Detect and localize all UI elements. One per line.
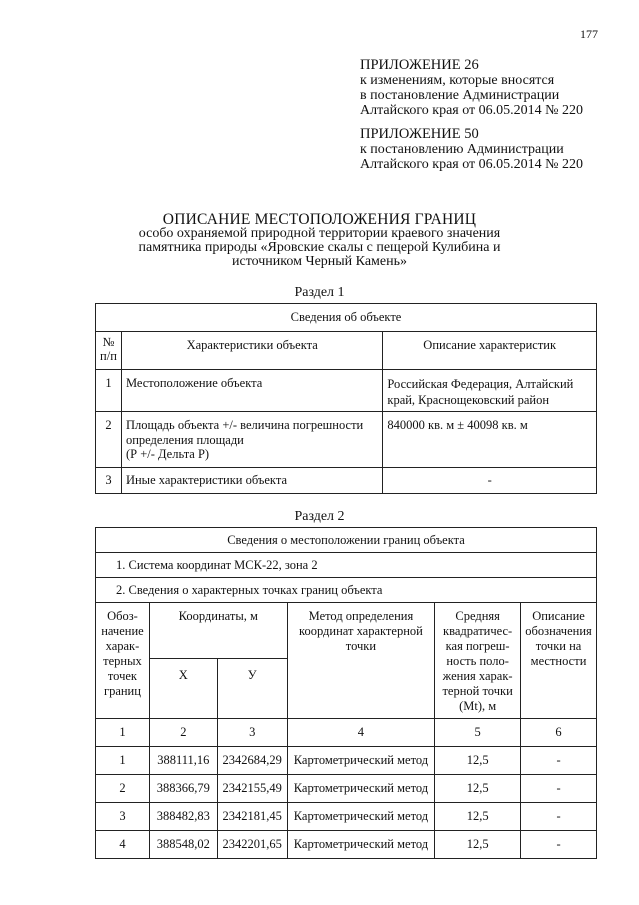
point-error: 12,5 xyxy=(435,747,521,775)
appendix-26-line: к изменениям, которые вносятся xyxy=(360,73,555,88)
point-description: - xyxy=(521,775,597,803)
row-description: Российская Федерация, Алтайский край, Краснощековский район xyxy=(383,370,597,412)
column-number: 3 xyxy=(217,719,287,747)
header-coordinates: Координаты, м xyxy=(149,603,287,659)
point-y: 2342684,29 xyxy=(217,747,287,775)
column-number: 2 xyxy=(149,719,217,747)
appendix-50-block xyxy=(360,127,583,172)
appendix-26-line: Алтайского края от 06.05.2014 № 220 xyxy=(360,103,584,118)
point-method: Картометрический метод xyxy=(287,803,435,831)
section-1-title: Раздел 1 xyxy=(294,285,345,300)
header-num: № п/п xyxy=(96,332,122,370)
header-error: Средняя квадратичес-кая погреш-ность поло-жения харак-терной точки (Mt), м xyxy=(435,603,521,719)
boundary-points-table xyxy=(95,527,597,859)
row-characteristic: Иные характеристики объекта xyxy=(121,468,382,494)
table-row xyxy=(96,468,597,494)
object-info-table-title: Сведения об объекте xyxy=(96,304,597,332)
table-row xyxy=(96,747,597,775)
point-method: Картометрический метод xyxy=(287,747,435,775)
appendix-26-line: в постановление Администрации xyxy=(360,88,560,103)
point-x: 388548,02 xyxy=(149,831,217,859)
column-number: 6 xyxy=(521,719,597,747)
points-section-title: 2. Сведения о характерных точках границ объекта xyxy=(96,578,597,603)
header-x: X xyxy=(149,659,217,719)
column-number: 4 xyxy=(287,719,435,747)
row-num: 1 xyxy=(96,370,122,412)
point-y: 2342201,65 xyxy=(217,831,287,859)
point-id: 3 xyxy=(96,803,150,831)
point-error: 12,5 xyxy=(435,775,521,803)
header-y: У xyxy=(217,659,287,719)
point-description: - xyxy=(521,831,597,859)
row-characteristic: Местоположение объекта xyxy=(121,370,382,412)
document-title-line: источником Черный Камень» xyxy=(231,254,407,269)
header-description: Описание характеристик xyxy=(383,332,597,370)
appendix-50-title: ПРИЛОЖЕНИЕ 50 xyxy=(360,126,479,142)
table-row xyxy=(96,412,597,468)
table-row xyxy=(96,370,597,412)
point-error: 12,5 xyxy=(435,803,521,831)
row-characteristic-formula: (Р +/- Дельта Р) xyxy=(125,447,210,461)
appendix-26-block xyxy=(360,58,583,118)
point-id: 4 xyxy=(96,831,150,859)
coordinate-system: 1. Система координат МСК-22, зона 2 xyxy=(96,553,597,578)
point-method: Картометрический метод xyxy=(287,831,435,859)
column-number: 1 xyxy=(96,719,150,747)
point-description: - xyxy=(521,803,597,831)
appendix-50-line: Алтайского края от 06.05.2014 № 220 xyxy=(360,157,584,172)
header-designation: Обоз-начение харак-терных точек границ xyxy=(96,603,150,719)
document-title xyxy=(0,213,639,269)
row-num: 3 xyxy=(96,468,122,494)
point-error: 12,5 xyxy=(435,831,521,859)
table-row xyxy=(96,775,597,803)
row-characteristic: Площадь объекта +/- величина погрешности определения площади xyxy=(125,418,364,447)
header-method: Метод определения координат характерной точки xyxy=(287,603,435,719)
row-description: - xyxy=(383,468,597,494)
page-number: 177 xyxy=(580,27,598,41)
point-id: 1 xyxy=(96,747,150,775)
header-characteristic: Характеристики объекта xyxy=(121,332,382,370)
column-number: 5 xyxy=(435,719,521,747)
point-y: 2342155,49 xyxy=(217,775,287,803)
boundary-table-title: Сведения о местоположении границ объекта xyxy=(96,528,597,553)
header-point-description: Описание обозначения точки на местности xyxy=(521,603,597,719)
appendix-50-line: к постановлению Администрации xyxy=(360,142,564,157)
point-description: - xyxy=(521,747,597,775)
table-row xyxy=(96,831,597,859)
point-x: 388111,16 xyxy=(149,747,217,775)
document-title-line: памятника природы «Яровские скалы с пещерой Кулибина и xyxy=(138,240,501,255)
row-description: 840000 кв. м ± 40098 кв. м xyxy=(383,412,597,468)
point-y: 2342181,45 xyxy=(217,803,287,831)
appendix-26-title: ПРИЛОЖЕНИЕ 26 xyxy=(360,57,479,73)
document-title-main: ОПИСАНИЕ МЕСТОПОЛОЖЕНИЯ ГРАНИЦ xyxy=(162,211,477,228)
row-characteristic-cell xyxy=(121,412,382,468)
table-row xyxy=(96,803,597,831)
point-method: Картометрический метод xyxy=(287,775,435,803)
section-2-title: Раздел 2 xyxy=(294,509,345,524)
point-x: 388482,83 xyxy=(149,803,217,831)
document-title-line: особо охраняемой природной территории краевого значения xyxy=(138,226,501,241)
point-x: 388366,79 xyxy=(149,775,217,803)
point-id: 2 xyxy=(96,775,150,803)
object-info-table xyxy=(95,303,597,494)
row-num: 2 xyxy=(96,412,122,468)
